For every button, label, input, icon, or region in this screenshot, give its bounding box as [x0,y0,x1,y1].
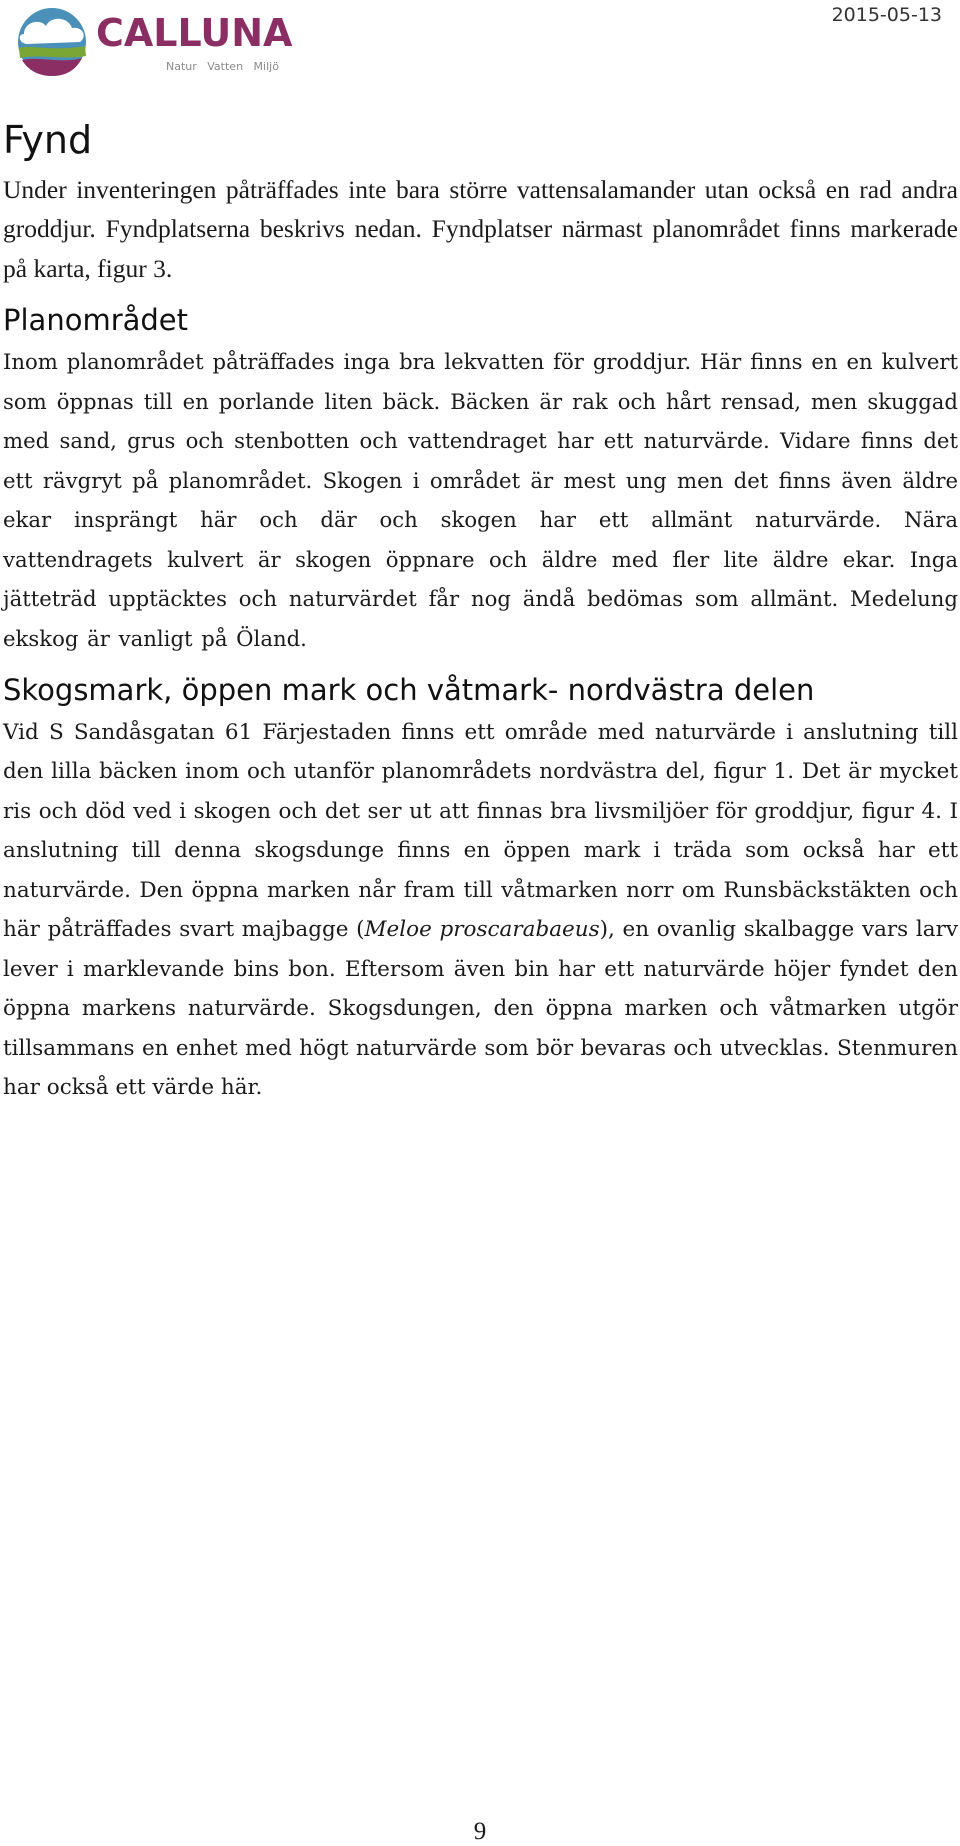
logo-emblem-icon [10,4,300,84]
paragraph-text-after: ), en ovanlig skalbagge vars larv lever i marklevande bins bon. Eftersom även bin har ett naturvärde höjer fyndet den öppna markens naturvärde. Skogsdungen, den öppna marken och våtmarken utgör tillsammans en enhet med högt naturvärde som bör bevaras och utvecklas. Stenmuren har också ett värde här. [3,917,958,1101]
paragraph-text-before: Vid S Sandåsgatan 61 Färjestaden finns ett område med naturvärde i anslutning till den lilla bäcken inom och utanför planområdets nordvästra del, figur 1. Det är mycket ris och död ved i skogen och det ser ut att finnas bra livsmiljöer för groddjur, figur 4. I anslutning till denna skogsdunge finns en öppen mark i träda som också har ett naturvärde. Den öppna marken når fram till våtmarken norr om Runsbäckstäkten och här påträffades svart majbagge ( [3,719,958,943]
paragraph-planomradet: Inom planområdet påträffades inga bra lekvatten för groddjur. Här finns en en kulvert som öppnas till en porlande liten bäck. Bäcken är rak och hårt rensad, men skuggad med sand, grus och stenbotten och vattendraget har ett naturvärde. Vidare finns det ett rävgryt på planområdet. Skogen i området är mest ung men det finns även äldre ekar insprängt här och där och skogen har ett allmänt naturvärde. Nära vattendragets kulvert är skogen öppnare och äldre med fler lite äldre ekar. Inga jätteträd upptäcktes och naturvärdet får nog ändå bedömas som allmänt. Medelung ekskog är vanligt på Öland. [3,349,958,651]
section-skogsmark [3,672,958,1107]
document-body [3,118,958,1108]
species-name: Meloe proscarabaeus [364,917,600,943]
document-date: 2015-05-13 [831,4,942,26]
page-number: 9 [473,1818,487,1845]
section-title-fynd: Fynd [3,118,93,162]
paragraph-skogsmark [3,713,958,1108]
section-title-planomradet: Planområdet [3,303,189,338]
section-planomradet [3,302,958,658]
section-fynd [3,118,958,288]
section-title-skogsmark: Skogsmark, öppen mark och våtmark- nordvästra delen [3,673,815,708]
calluna-logo [10,4,300,84]
logo-tagline: Natur Vatten Miljö [166,60,279,73]
logo-brand: CALLUNA [96,11,293,55]
paragraph-fynd: Under inventeringen påträffades inte bara större vattensalamander utan också en rad andra groddjur. Fyndplatserna beskrivs nedan. Fyndplatser närmast planområdet finns markerade på karta, figur 3. [3,174,958,283]
